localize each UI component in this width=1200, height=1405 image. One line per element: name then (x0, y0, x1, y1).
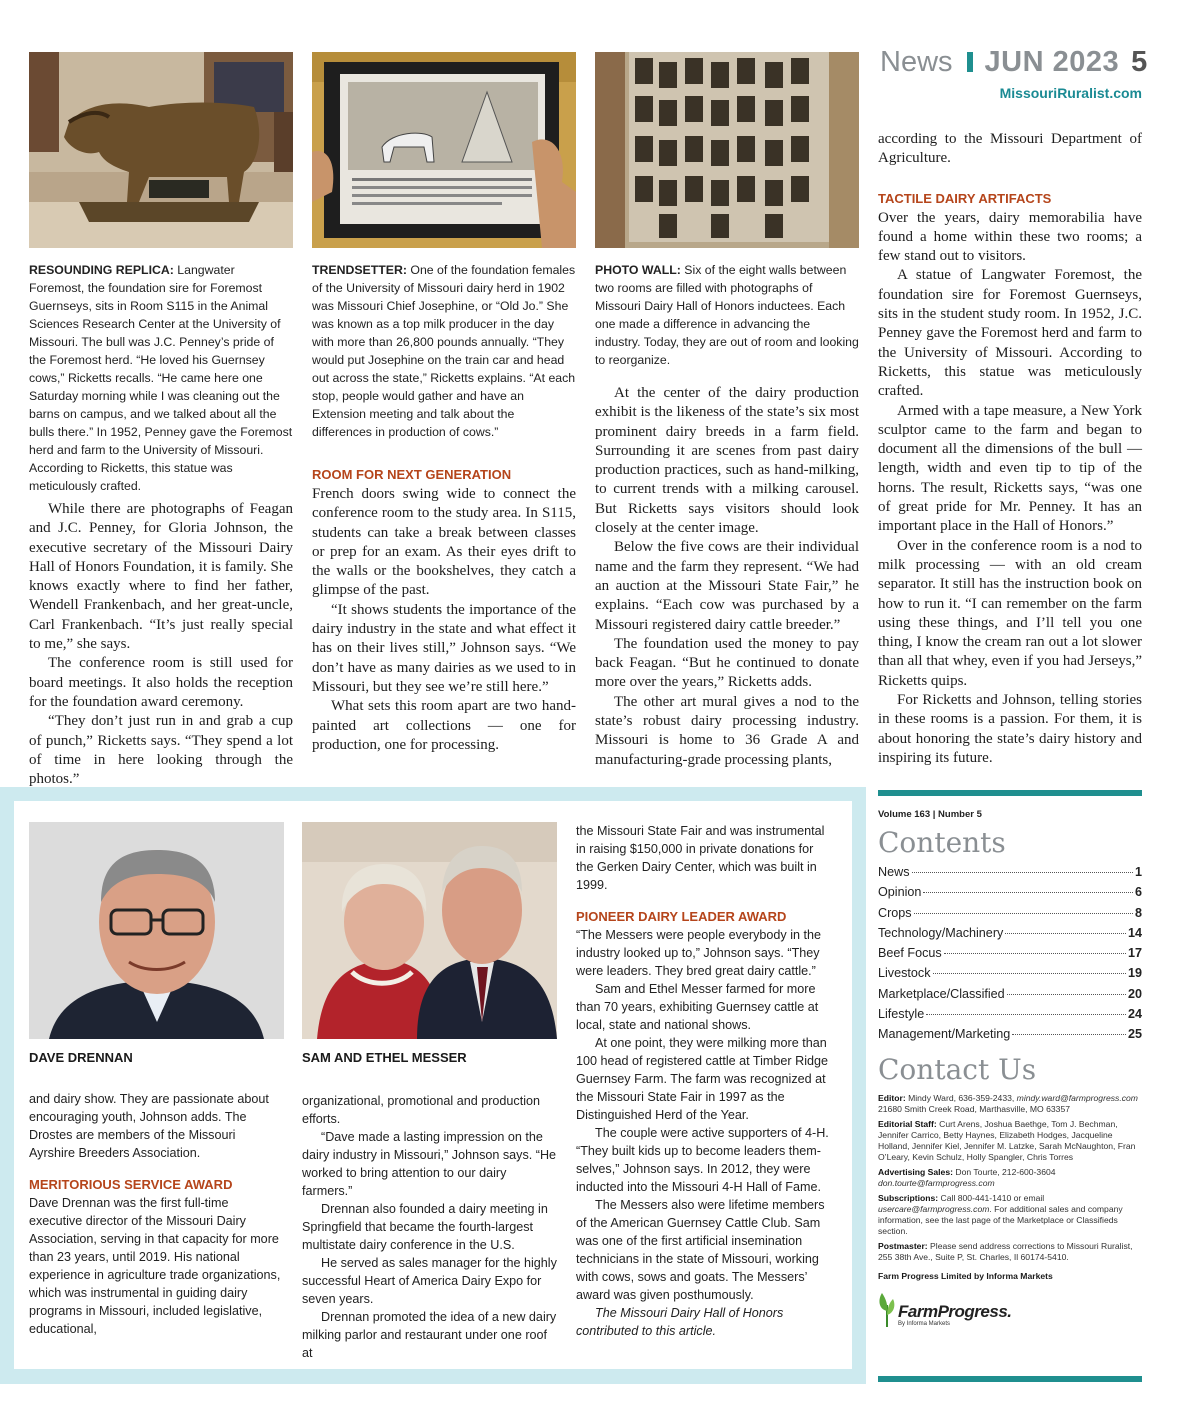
bull-statue-photo (29, 52, 293, 248)
paragraph: The conference room is still used for board meetings. It also holds the reception for the foundation award ceremony. (29, 655, 293, 710)
ads-email[interactable]: don.tourte@farmprogress.com (878, 1177, 995, 1188)
caption-kicker: RESOUNDING REPLICA: (29, 263, 174, 277)
contents-page: 19 (1127, 966, 1142, 981)
dave-drennan-name: DAVE DRENNAN (29, 1050, 133, 1065)
contents-item[interactable] (878, 943, 1142, 963)
subs-text: Call 800-441-1410 or email (938, 1192, 1045, 1203)
leader-dots (914, 913, 1133, 914)
article-column-4 (878, 130, 1142, 768)
sidebar-column-3 (576, 822, 834, 1340)
contents-label: Livestock (878, 966, 931, 981)
leader-dots (933, 973, 1126, 974)
messer-name: SAM AND ETHEL MESSER (302, 1050, 467, 1065)
contents-page: 14 (1127, 925, 1142, 940)
leader-dots (912, 872, 1133, 873)
paragraph: Armed with a tape measure, a New York sculptor came to the farm and began to document all the dimensions of the bull — length, width and even tip to tip of the horns. The result, Ricketts says, “was one of great pride for Mr. Penney. It has an important place in the Hall of Honors.” (878, 402, 1142, 535)
paragraph: “It shows students the importance of the dairy industry in the state and what effect it has on their lives still,” Johnson says. “We don’t have as many dairies as we used to in Missouri, but they see we’re still here.” (312, 601, 576, 695)
caption-kicker: TRENDSETTER: (312, 263, 407, 277)
subhead-room-for-next-generation: ROOM FOR NEXT GENERATION (312, 467, 512, 482)
toc-bottom-rule (878, 1376, 1142, 1382)
paragraph: “Dave made a lasting impression on the dairy industry in Missouri,” Johnson says. “He worked to bring attention to our dairy farmers.” (302, 1130, 557, 1198)
paragraph: French doors swing wide to connect the conference room to the study area. In S115, students can take a break between classes or prep for an exam. As their eyes drift to the walls or the bookshelves, they catch a glimpse of the past. (312, 486, 576, 599)
staff-label: Editorial Staff: (878, 1118, 937, 1129)
contents-page: 1 (1134, 865, 1142, 879)
leader-dots (1005, 933, 1126, 934)
contents-item[interactable] (878, 1004, 1142, 1024)
leader-dots (1007, 994, 1126, 995)
subs-label: Subscriptions: (878, 1192, 939, 1203)
issue-number: Number 5 (938, 809, 982, 820)
contents-item[interactable] (878, 984, 1142, 1004)
contents-sidebar (878, 790, 1142, 1390)
paragraph: He served as sales manager for the highly successful Heart of America Dairy Expo for seven years. (302, 1256, 557, 1306)
contents-label: Management/Marketing (878, 1027, 1011, 1042)
article-column-2 (312, 452, 576, 755)
paragraph: The couple were active supporters of 4-H. “They built kids up to become leaders them-selves,” Johnson says. In 2012, they were inducted into the Missouri 4-H Hall of Fame. (576, 1126, 829, 1194)
paragraph: organizational, promotional and production efforts. (302, 1094, 541, 1126)
leader-dots (944, 953, 1126, 954)
editor-email[interactable]: mindy.ward@farmprogress.com (1016, 1092, 1138, 1103)
ads-text: Don Tourte, 212-600-3604 (952, 1166, 1056, 1177)
contents-item[interactable] (878, 923, 1142, 943)
contents-list (878, 862, 1142, 1045)
caption-text: One of the foundation females of the University of Missouri dairy herd in 1902 was Missouri Chief Josephine, or “Old Jo.” She was known as a top milk producer in the day with more than 26,800 pounds annually. “They would put Josephine on the train car and head out across the state,” Ricketts explains. “At each stop, people would gather and have an Extension meeting and talk about the differences in production of cows.” (312, 263, 576, 439)
caption-kicker: PHOTO WALL: (595, 263, 681, 277)
paragraph: Below the five cows are their individual name and the farm they represent. “We had an auction at the Missouri State Fair,” he explains. “Each cow was purchased by a Missouri registered dairy cattle breeder.” (595, 539, 859, 633)
paragraph: “The Messers were people everybody in the industry looked up to,” Johnson says. “They were leaders. They bred great dairy cattle.” (576, 928, 822, 978)
paragraph: Over the years, dairy memorabilia have found a home within these two rooms; a few stand out to visitors. (878, 209, 1142, 265)
subhead-tactile-dairy-artifacts: TACTILE DAIRY ARTIFACTS (878, 190, 1052, 206)
contact-details (878, 1093, 1142, 1263)
caption-bull-statue (29, 261, 293, 495)
subhead-meritorious-service-award: MERITORIOUS SERVICE AWARD (29, 1177, 233, 1192)
paragraph: At the center of the dairy production exhibit is the likeness of the state’s six most prominent dairy breeds in a farm field. Surrounding it are scenes from past dairy production practices, such as hand-milking, to current trends with a milking carousel. But Ricketts says visitors should look closely at the center image. (595, 385, 859, 537)
ads-label: Advertising Sales: (878, 1166, 953, 1177)
subs-email[interactable]: usercare@farmprogress.com (878, 1203, 990, 1214)
contents-item[interactable] (878, 903, 1142, 923)
paragraph: Sam and Ethel Messer farmed for more than 70 years, exhibiting Guernsey cattle at local, state and national shows. (576, 982, 819, 1032)
postmaster-label: Postmaster: (878, 1240, 928, 1251)
paragraph: At one point, they were milking more than 100 head of registered cattle at Timber Ridge Guernsey Farm. The farm was recognized at the Missouri State Fair in 1997 as the Distinguished Herd of the Year. (576, 1036, 829, 1122)
logo-byline: By Informa Markets (898, 1320, 951, 1327)
paragraph: While there are photographs of Feagan and J.C. Penney, for Gloria Johnson, the executive secretary of the Missouri Dairy Hall of Honors Foundation, it is family. She knows exactly where to find her father, Wendell Frankenbach, and her great-uncle, Carl Frankenbach. “It’s just really special to me,” she says. (29, 501, 293, 653)
paragraph: The foundation used the money to pay back Feagan. “But he continued to donate more over the years,” Ricketts adds. (595, 635, 859, 691)
contents-item[interactable] (878, 1024, 1142, 1044)
paragraph: according to the Missouri Department of Agriculture. (878, 131, 1142, 167)
postmaster-info (878, 1241, 1142, 1263)
contents-label: Beef Focus (878, 946, 942, 961)
contents-label: Technology/Machinery (878, 925, 1004, 940)
publisher-line: Farm Progress Limited by Informa Markets (878, 1270, 1053, 1281)
contents-label: Marketplace/Classified (878, 986, 1005, 1001)
site-url[interactable]: MissouriRuralist.com (999, 85, 1142, 101)
staff-info (878, 1119, 1142, 1163)
page-number: 5 (1131, 46, 1148, 78)
paragraph: “They don’t just run in and grab a cup of punch,” Ricketts says. “They spend a lot of time in here looking through the photos.” (29, 713, 293, 788)
contents-item[interactable] (878, 862, 1142, 882)
contents-title: Contents (878, 826, 1006, 859)
article-column-3 (595, 384, 859, 770)
editor-text: Mindy Ward, 636-359-2433, (905, 1092, 1017, 1103)
paragraph: the Missouri State Fair and was instrumental in raising $150,000 in private donations for the Gerken Dairy Center, which was built in 1999. (576, 824, 825, 892)
caption-photo-wall (595, 261, 859, 369)
paragraph: The Messers also were lifetime members of the American Guernsey Cattle Club. Sam was one of the first artificial insemination technicians in the state of Missouri, working with cows, sows and goats. The Messers’ award was given posthumously. (576, 1198, 825, 1302)
caption-text: Langwater Foremost, the foundation sire for Foremost Guernseys, sits in Room S115 in the Animal Sciences Research Center at the University of Missouri. The bull was J.C. Penney’s pride of the Foremost herd. “He loved his Guernsey cows,” Ricketts recalls. “He came here one Saturday morning while I was cleaning out the barns on campus, and we talked about all the bulls there.” In 1952, Penney gave the Foremost herd and farm to the University of Missouri. According to Ricketts, this statue was meticulously crafted. (29, 263, 293, 493)
paragraph: Over in the conference room is a nod to milk processing — with an old cream separator. It still has the instruction book on how to run it. “I can remember on the farm using these things, and I’ll tell you one thing, I know the cream ran out a lot slower than all that whey, even if you had Jerseys,” Ricketts quips. (878, 537, 1142, 689)
editor-address: 21680 Smith Creek Road, Marthasville, MO 63357 (878, 1103, 1071, 1114)
ads-info (878, 1167, 1142, 1189)
leader-dots (1012, 1034, 1126, 1035)
paragraph: What sets this room apart are two hand-painted art collections — one for production, one for processing. (312, 698, 576, 753)
contents-item[interactable] (878, 963, 1142, 983)
volume-number: Volume 163 | Number 5 (878, 809, 982, 820)
dave-drennan-portrait (29, 822, 284, 1039)
farm-progress-logo (878, 1291, 1142, 1327)
messer-couple-portrait (302, 822, 557, 1039)
paragraph: Drennan promoted the idea of a new dairy milking parlor and restaurant under one roof at (302, 1310, 557, 1360)
photo-wall-photo (595, 52, 859, 248)
paragraph: A statue of Langwater Foremost, the foundation sire for Foremost Guernseys, sits in the student study room. In 1952, J.C. Penney gave the Foremost herd and farm to the University of Missouri. According to Ricketts, this statue was meticulously crafted. (878, 267, 1142, 400)
contents-label: Opinion (878, 885, 922, 900)
paragraph: Dave Drennan was the first full-time executive director of the Missouri Dairy Association, serving in that capacity for more than 23 years, until 2019. His national experience in agriculture trade organizations, which was instrumental in guiding dairy programs in Missouri, included legislative, educational, (29, 1196, 281, 1336)
contents-page: 8 (1134, 905, 1142, 920)
contents-page: 17 (1127, 946, 1142, 961)
toc-top-rule (878, 790, 1142, 796)
staff-text: Curt Arens, Joshua Baethge, Tom J. Bechman, Jennifer Carrico, Betty Haynes, Elizabeth Hodges, Jacqueline Holland, Jennifer Kiel, Jennifer M. Latzke, Sarah McNaughton, Fran O’Leary, Kevin Schulz, Holly Spangler, Chris Torres (878, 1118, 1136, 1162)
paragraph: and dairy show. They are passionate about encouraging youth, Johnson adds. The Drostes are members of the Missouri Ayrshire Breeders Association. (29, 1092, 269, 1160)
paragraph: For Ricketts and Johnson, telling stories in these rooms is a passion. For them, it is about honoring the state’s dairy history and inspiring its future. (878, 692, 1142, 766)
leaf-icon (878, 1291, 896, 1327)
page-header (880, 44, 1148, 104)
issue-date: JUN 2023 (984, 46, 1120, 78)
section-name: News (880, 46, 953, 78)
subscriptions-info (878, 1193, 1142, 1237)
contents-item[interactable] (878, 882, 1142, 902)
caption-text: Six of the eight walls between two rooms are filled with photographs of Missouri Dairy Hall of Honors inductees. Each one made a difference in advancing the industry. Today, they are out of room and looking to reorganize. (595, 263, 859, 367)
paragraph: The other art mural gives a nod to the state’s robust dairy processing industry. Missouri is home to 36 Grade A and manufacturing-grade processing plants, (595, 693, 859, 768)
postmaster-text: Please send address corrections to Missouri Ruralist, 255 38th Ave., Suite P, St. Charles, Il 60174-5410. (878, 1240, 1133, 1262)
contents-label: News (878, 865, 910, 879)
subhead-pioneer-dairy-leader-award: PIONEER DAIRY LEADER AWARD (576, 909, 787, 924)
contents-label: Crops (878, 905, 912, 920)
contents-page: 25 (1127, 1027, 1142, 1042)
sidebar-column-1 (29, 1090, 284, 1338)
contributor-note: The Missouri Dairy Hall of Honors contributed to this article. (576, 1306, 784, 1338)
framed-cow-photo (312, 52, 576, 248)
leader-dots (926, 1014, 1126, 1015)
volume: Volume 163 (878, 809, 931, 820)
contents-label: Lifestyle (878, 1007, 925, 1022)
editor-info (878, 1093, 1142, 1115)
paragraph: Drennan also founded a dairy meeting in Springfield that became the fourth-largest multistate dairy conference in the U.S. (302, 1202, 548, 1252)
subs-text-2: . For additional sales and company information, see the last page of the Marketplace or Classifieds section. (878, 1203, 1123, 1236)
contents-page: 20 (1127, 986, 1142, 1001)
logo-wordmark: FarmProgress. (898, 1301, 1012, 1321)
caption-framed-cow (312, 261, 576, 441)
contents-page: 24 (1127, 1007, 1142, 1022)
leader-dots (923, 892, 1133, 893)
sidebar-column-2 (302, 1092, 557, 1362)
contents-page: 6 (1134, 885, 1142, 900)
article-column-1 (29, 500, 293, 789)
editor-label: Editor: (878, 1092, 906, 1103)
header-divider (967, 52, 973, 72)
contact-title: Contact Us (878, 1052, 1037, 1086)
